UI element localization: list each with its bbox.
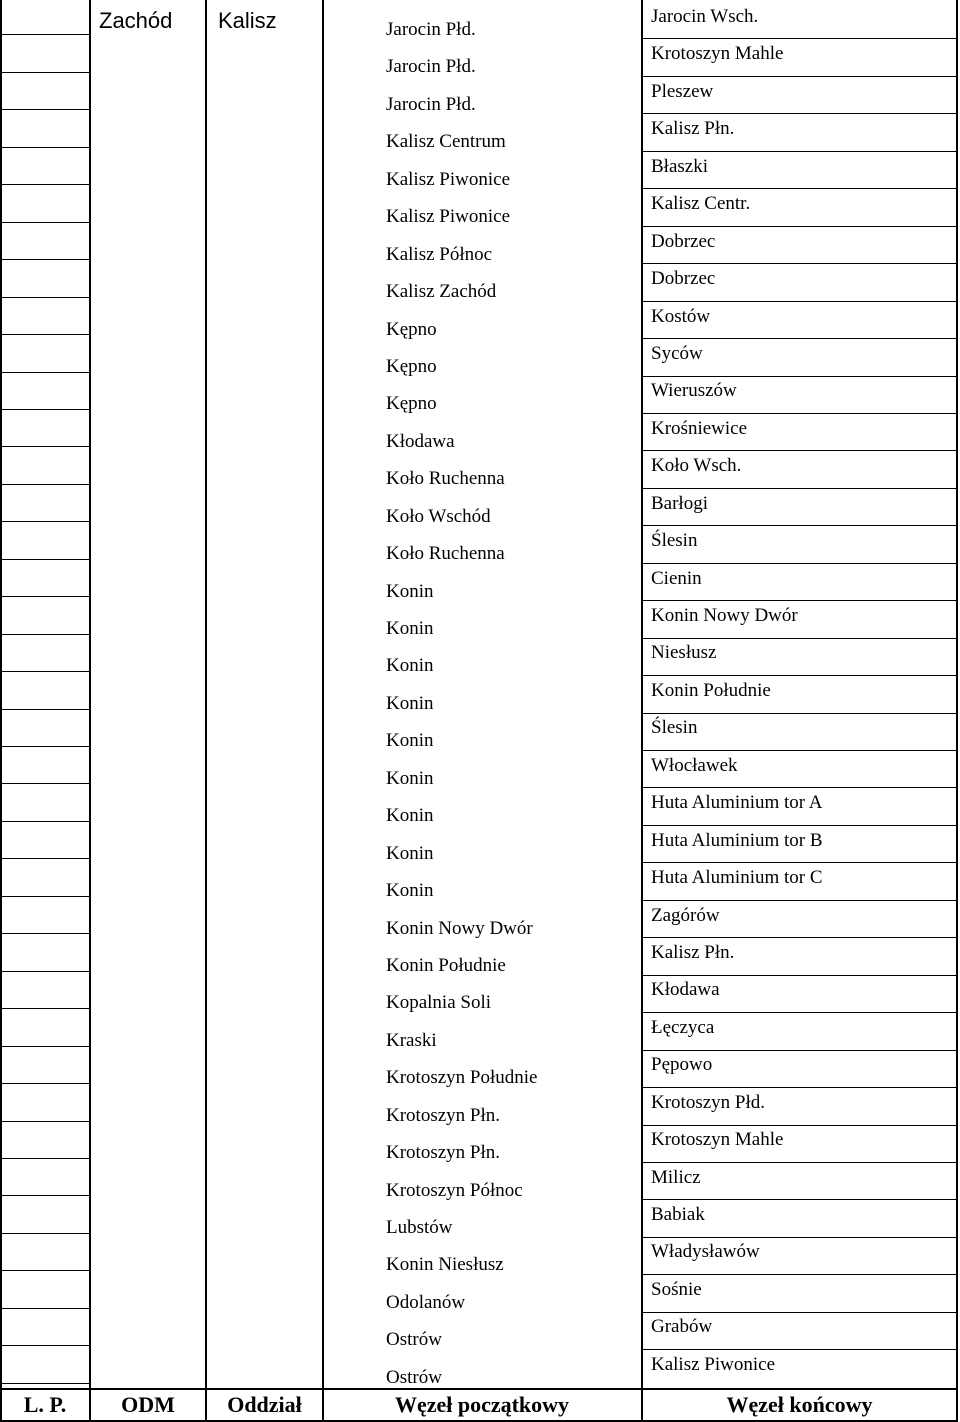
column-header-row [0, 1388, 960, 1422]
end-node-item: Barłogi [651, 492, 708, 514]
header-oddzial: Oddział [227, 1392, 302, 1417]
start-node-item: Ostrów [386, 1329, 442, 1351]
lp-row-separator [0, 334, 90, 335]
end-node-item: Krotoszyn Mahle [651, 43, 784, 65]
start-node-item: Konin Niesłusz [386, 1254, 504, 1276]
lp-row-separator [0, 596, 90, 597]
header-lp: L. P. [23, 1392, 67, 1417]
lp-row-separator [0, 858, 90, 859]
odm-value: Zachód [99, 8, 173, 33]
end-node-item: Krotoszyn Płd. [651, 1091, 765, 1113]
start-node-item: Kalisz Piwonice [386, 168, 511, 190]
start-node-item: Kalisz Piwonice [386, 206, 511, 228]
lp-row-separator [0, 72, 90, 73]
end-nodes-list [651, 6, 956, 1391]
end-node-item: Niesłusz [651, 642, 717, 664]
end-node-item: Krotoszyn Mahle [651, 1129, 784, 1151]
start-node-item: Krotoszyn Płn. [386, 1104, 500, 1126]
header-odm: ODM [121, 1392, 175, 1417]
lp-row-separator [0, 259, 90, 260]
start-nodes-list [386, 19, 640, 1404]
start-node-item: Koło Wschód [386, 505, 491, 527]
start-node-item: Konin Południe [386, 954, 506, 976]
lp-row-separator [0, 896, 90, 897]
end-node-item: Sośnie [651, 1278, 702, 1300]
start-node-item: Konin [386, 618, 434, 639]
start-node-item: Kępno [386, 318, 437, 340]
start-node-item: Kalisz Centrum [386, 131, 506, 153]
end-node-item: Zagórów [651, 904, 720, 926]
lp-row-separator [0, 821, 90, 822]
lp-row-separator [0, 933, 90, 934]
lp-row-separator [0, 222, 90, 223]
lp-row-separator [0, 1158, 90, 1159]
end-node-item: Huta Aluminium tor C [651, 867, 823, 889]
start-node-item: Konin [386, 655, 434, 677]
start-node-item: Kopalnia Soli [386, 992, 492, 1014]
lp-row-separator [0, 446, 90, 447]
start-node-item: Lubstów [386, 1217, 453, 1238]
end-node-item: Władysławów [651, 1241, 760, 1263]
lp-row-separator [0, 521, 90, 522]
lp-row-separator [0, 634, 90, 635]
lp-row-separator [0, 709, 90, 710]
border-oddzial-start [322, 0, 324, 1422]
end-node-item: Ślesin [651, 530, 698, 552]
lp-row-separator [0, 372, 90, 373]
lp-row-separator [0, 1233, 90, 1234]
end-node-item: Kalisz Płn. [651, 118, 735, 140]
end-node-item: Grabów [651, 1316, 713, 1338]
start-node-item: Jarocin Płd. [386, 19, 476, 40]
end-node-item: Konin Nowy Dwór [651, 605, 798, 626]
start-node-item: Odolanów [386, 1291, 466, 1313]
end-node-item: Wieruszów [651, 380, 737, 402]
lp-row-separator [0, 1121, 90, 1122]
border-start-end [641, 0, 643, 1422]
lp-row-separator [0, 1308, 90, 1309]
start-node-item: Konin [386, 730, 434, 752]
start-node-item: Jarocin Płd. [386, 56, 476, 78]
start-node-item: Konin [386, 692, 434, 714]
start-node-item: Koło Ruchenna [386, 543, 505, 565]
lp-row-separator [0, 671, 90, 672]
start-node-item: Krotoszyn Południe [386, 1067, 538, 1089]
lp-row-separator [0, 297, 90, 298]
end-node-item: Kłodawa [651, 979, 720, 1001]
end-node-item: Jarocin Wsch. [651, 6, 759, 27]
header-start-node: Węzeł początkowy [394, 1392, 570, 1417]
start-node-item: Kalisz Zachód [386, 281, 497, 303]
start-node-item: Jarocin Płd. [386, 93, 476, 115]
end-node-item: Konin Południe [651, 679, 771, 701]
end-node-item: Kalisz Centr. [651, 193, 751, 215]
lp-row-separator [0, 1083, 90, 1084]
lp-row-separator [0, 1008, 90, 1009]
start-node-item: Konin [386, 580, 434, 602]
start-node-item: Krotoszyn Północ [386, 1179, 523, 1201]
end-node-item: Krośniewice [651, 417, 748, 439]
lp-row-separator [0, 559, 90, 560]
start-node-item: Kalisz Północ [386, 243, 493, 265]
end-node-item: Kostów [651, 305, 711, 327]
border-odm-oddzial [205, 0, 207, 1422]
end-node-item: Huta Aluminium tor B [651, 829, 823, 851]
start-node-item: Konin [386, 880, 434, 902]
end-node-item: Pępowo [651, 1054, 713, 1076]
border-right [956, 0, 958, 1422]
start-node-item: Konin [386, 842, 434, 864]
start-node-item: Kępno [386, 393, 437, 415]
end-node-item: Dobrzec [651, 230, 716, 252]
lp-row-separator [0, 746, 90, 747]
lp-row-separator [0, 109, 90, 110]
end-node-item: Huta Aluminium tor A [651, 792, 823, 814]
end-node-item: Babiak [651, 1204, 705, 1225]
end-node-item: Cienin [651, 567, 702, 589]
lp-row-separator [0, 783, 90, 784]
lp-row-separator [0, 484, 90, 485]
start-node-item: Ostrów [386, 1366, 442, 1388]
end-node-item: Ślesin [651, 717, 698, 739]
start-node-item: Konin [386, 805, 434, 827]
start-node-item: Koło Ruchenna [386, 468, 505, 490]
end-node-item: Włocławek [651, 754, 738, 776]
lp-row-separator [0, 147, 90, 148]
end-node-item: Pleszew [651, 80, 714, 102]
lp-row-separator [0, 1270, 90, 1271]
end-node-item: Syców [651, 342, 703, 364]
lp-column [0, 0, 90, 1388]
start-node-item: Konin Nowy Dwór [386, 917, 533, 939]
lp-row-separator [0, 1195, 90, 1196]
start-node-item: Kępno [386, 355, 437, 377]
end-node-item: Łęczyca [651, 1016, 715, 1038]
end-node-item: Kalisz Piwonice [651, 1353, 776, 1375]
lp-row-separator [0, 971, 90, 972]
lp-row-separator [0, 1345, 90, 1346]
lp-row-separator [0, 184, 90, 185]
start-node-item: Kraski [386, 1029, 437, 1051]
header-end-node: Węzeł końcowy [726, 1392, 873, 1417]
lp-row-separator [0, 409, 90, 410]
lp-row-separator [0, 1046, 90, 1047]
start-node-item: Krotoszyn Płn. [386, 1142, 500, 1164]
end-node-item: Kalisz Płn. [651, 941, 735, 963]
start-node-item: Kłodawa [386, 430, 455, 452]
end-node-item: Dobrzec [651, 268, 716, 290]
lp-row-separator [0, 1383, 90, 1384]
end-node-item: Milicz [651, 1166, 701, 1188]
start-node-item: Konin [386, 767, 434, 789]
end-node-item: Błaszki [651, 155, 708, 177]
oddzial-value: Kalisz [218, 8, 277, 33]
end-node-item: Koło Wsch. [651, 455, 742, 477]
lp-row-separator [0, 34, 90, 35]
